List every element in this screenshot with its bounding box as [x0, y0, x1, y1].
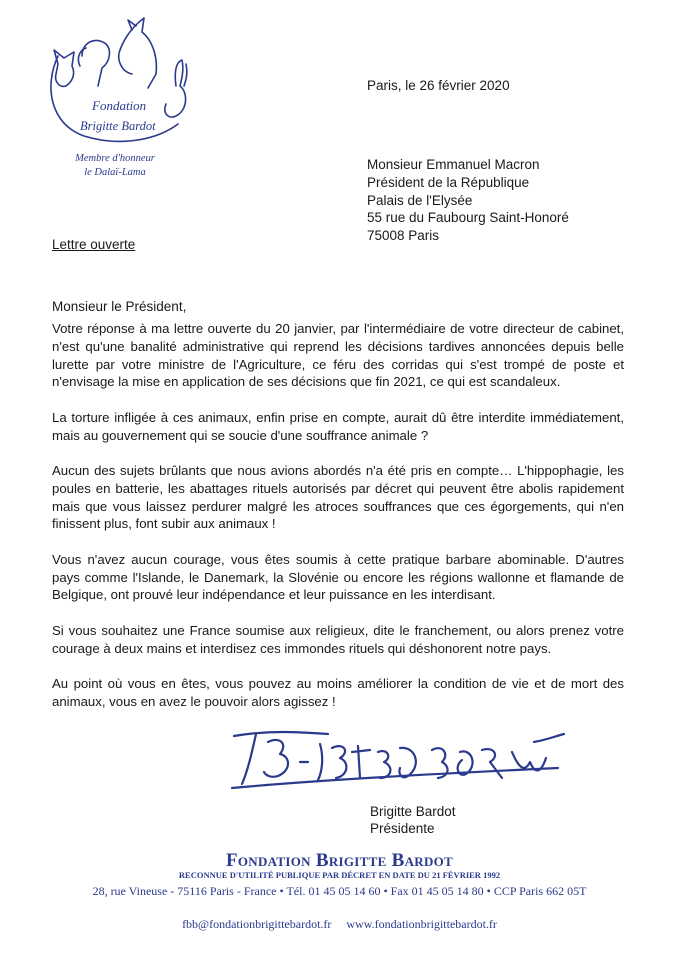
footer-website[interactable]: www.fondationbrigittebardot.fr	[346, 917, 497, 931]
letter-subject: Lettre ouverte	[52, 237, 136, 252]
animals-logo-icon	[36, 16, 202, 146]
logo-line2: Brigitte Bardot	[80, 119, 156, 133]
paragraph: Si vous souhaitez une France soumise aux religieux, dite le franchement, ou alors prenez votre courage à deux mains et interdisez ces immondes rituels qui déshonorent notre pays.	[52, 622, 624, 656]
recipient-line: 75008 Paris	[367, 228, 440, 244]
signatory-title: Présidente	[370, 821, 435, 836]
honor-line2: le Dalaï-Lama	[84, 167, 146, 178]
letter-date: Paris, le 26 février 2020	[367, 78, 510, 93]
footer-address: 28, rue Vineuse - 75116 Paris - France • Tél. 01 45 05 14 60 • Fax 01 45 05 14 80 • CCP Paris 662 05T	[92, 884, 587, 898]
honor-line1: Membre d'honneur	[75, 153, 155, 164]
footer-org-name-text: Fondation Brigitte Bardot	[225, 850, 454, 871]
logo-line1: Fondation	[92, 98, 147, 113]
paragraph: Vous n'avez aucun courage, vous êtes soumis à cette pratique barbare abominable. D'autres pays comme l'Islande, le Danemark, la Slovénie ou encore les régions wallonne et flamande de Belgique, ont prouvé leur indépendance et leur puissance en les interdisant.	[52, 551, 624, 603]
paragraph: La torture infligée à ces animaux, enfin prise en compte, aurait dû être interdite immédiatement, mais au gouvernement qui se soucie d'une souffrance animale ?	[52, 409, 624, 443]
footer-contact	[0, 917, 679, 932]
honor-member	[60, 152, 170, 180]
handwritten-signature	[228, 722, 568, 796]
salutation: Monsieur le Président,	[52, 299, 187, 314]
paragraph: Aucun des sujets brûlants que nous avions abordés n'a été pris en compte… L'hippophagie, les poules en batterie, les abattages rituels autorisés par décret qui peuvent être abolis rapidement mais que vous laissez perdurer malgré les atroces souffrances que ces égorgements, qui n'en finissent plus, font subir aux animaux !	[52, 462, 624, 532]
recipient-line: 55 rue du Faubourg Saint-Honoré	[367, 210, 569, 226]
signatory	[370, 803, 456, 837]
recipient-address	[367, 156, 569, 245]
paragraph: Votre réponse à ma lettre ouverte du 20 janvier, par l'intermédiaire de votre directeur de cabinet, n'est qu'une banalité administrative qui reprend les décisions tardives annoncées depuis belle lurette par votre ministre de l'Agriculture, ce féru des corridas qui s'est trompé de poste et n'envisage la mise en application de ses décisions que fin 2021, ce qui est scandaleux.	[52, 321, 624, 390]
recipient-line: Palais de l'Elysée	[367, 192, 473, 208]
foundation-logo	[36, 16, 202, 146]
footer-org-name	[0, 850, 679, 872]
recipient-line: Monsieur Emmanuel Macron	[367, 157, 540, 172]
letter-body	[52, 320, 624, 728]
paragraph: Au point où vous en êtes, vous pouvez au moins améliorer la condition de vie et de mort des animaux, vous en avez le pouvoir alors agissez !	[52, 675, 624, 709]
signatory-name: Brigitte Bardot	[370, 804, 456, 819]
footer-recognition: RECONNUE D'UTILITÉ PUBLIQUE PAR DÉCRET EN DATE DU 21 FÉVRIER 1992	[178, 870, 501, 880]
footer-email[interactable]: fbb@fondationbrigittebardot.fr	[182, 917, 332, 931]
recipient-line: Président de la République	[367, 174, 530, 190]
